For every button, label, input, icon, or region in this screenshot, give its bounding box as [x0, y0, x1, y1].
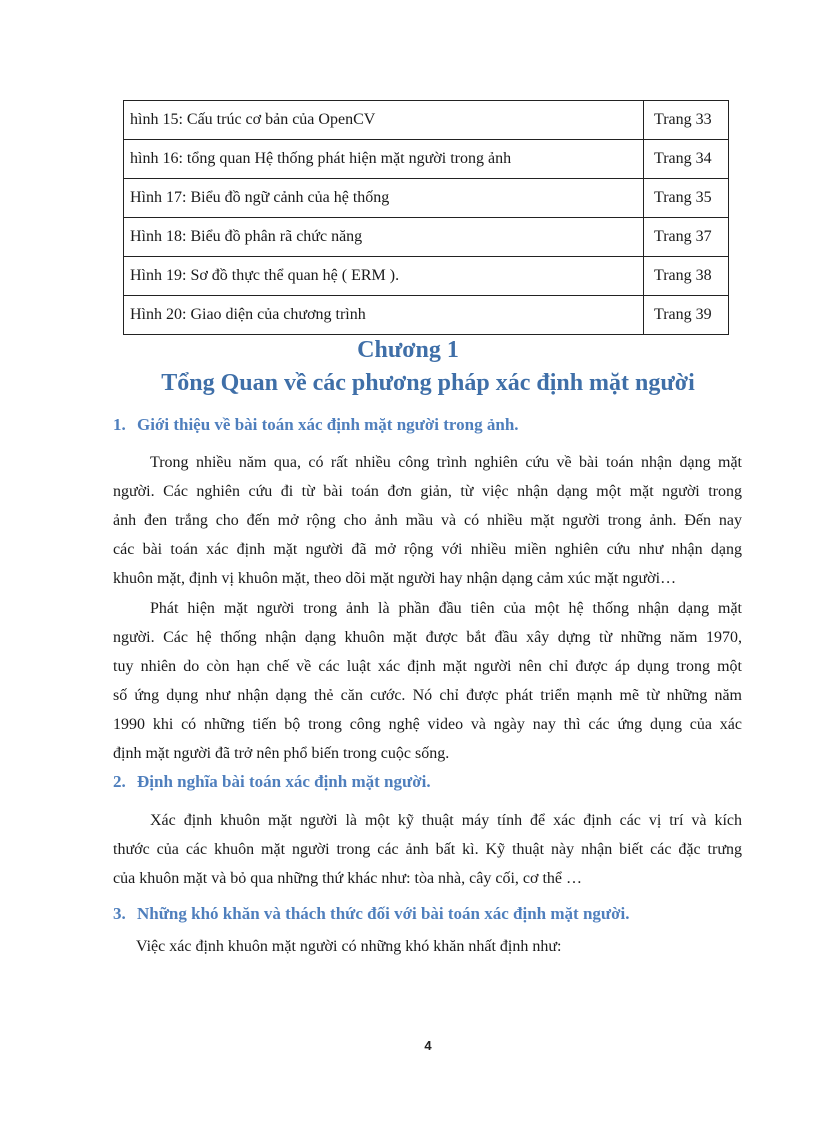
text-line: tuy nhiên do còn hạn chế về các luật xác định mặt người nên chỉ được áp dụng trong một [113, 658, 742, 675]
text-line: của khuôn mặt và bỏ qua những thứ khác như: tòa nhà, cây cối, cơ thể … [113, 870, 583, 887]
figure-page: Trang 35 [644, 179, 729, 218]
figure-caption: Hình 20: Giao diện của chương trình [124, 296, 644, 335]
section-title: Giới thiệu về bài toán xác định mặt người trong ảnh. [137, 415, 519, 434]
table-row [124, 179, 729, 218]
figure-page: Trang 38 [644, 257, 729, 296]
paragraph-definition [113, 806, 742, 893]
text-line: Phát hiện mặt người trong ảnh là phần đầu tiên của một hệ thống nhận dạng mặt [150, 600, 742, 617]
section-title: Định nghĩa bài toán xác định mặt người. [137, 772, 431, 791]
text-line: số ứng dụng như nhận dạng thẻ căn cước. Nó chỉ được phát triển mạnh mẽ từ những năm [113, 687, 742, 704]
table-row [124, 257, 729, 296]
text-line: người. Các hệ thống nhận dạng khuôn mặt được bắt đầu xây dựng từ những năm 1970, [113, 629, 742, 646]
section-number: 1. [113, 415, 126, 434]
section-heading-3 [113, 904, 630, 924]
text-line: định mặt người đã trở nên phổ biến trong cuộc sống. [113, 745, 450, 762]
section-number: 2. [113, 772, 126, 791]
chapter-title: Tổng Quan về các phương pháp xác định mặt người [161, 370, 695, 396]
figure-page: Trang 34 [644, 140, 729, 179]
table-row [124, 101, 729, 140]
chapter-number: Chương 1 [357, 337, 459, 363]
section-title: Những khó khăn và thách thức đối với bài toán xác định mặt người. [137, 904, 630, 923]
figure-caption: Hình 17: Biểu đồ ngữ cảnh của hệ thống [124, 179, 644, 218]
text-line: thước của các khuôn mặt người trong các ảnh bất kì. Kỹ thuật này nhận biết các đặc trưng [113, 841, 742, 858]
section-intro-text: Việc xác định khuôn mặt người có những khó khăn nhất định như: [136, 938, 562, 955]
text-line: khuôn mặt, định vị khuôn mặt, theo dõi mặt người hay nhận dạng cảm xúc mặt người… [113, 570, 677, 587]
text-line: 1990 khi có những tiến bộ trong công nghệ video và ngày nay thì các ứng dụng của xác [113, 716, 742, 733]
section-number: 3. [113, 904, 126, 923]
figure-caption: hình 16: tổng quan Hệ thống phát hiện mặt người trong ảnh [124, 140, 644, 179]
table-row [124, 218, 729, 257]
text-line: người. Các nghiên cứu đi từ bài toán đơn giản, từ việc nhận dạng một mặt người trong [113, 483, 742, 500]
table-row [124, 140, 729, 179]
page-number: 4 [424, 1038, 432, 1053]
figure-caption: hình 15: Cấu trúc cơ bản của OpenCV [124, 101, 644, 140]
text-line: Trong nhiều năm qua, có rất nhiều công trình nghiên cứu về bài toán nhận dạng mặt [150, 454, 742, 471]
text-line: các bài toán xác định mặt người đã mở rộng với nhiều miền nghiên cứu như nhận dạng [113, 541, 742, 558]
paragraph-history [113, 594, 742, 768]
paragraph-intro [113, 448, 742, 593]
figure-page: Trang 33 [644, 101, 729, 140]
table-row [124, 296, 729, 335]
text-line: Xác định khuôn mặt người là một kỹ thuật máy tính để xác định các vị trí và kích [150, 812, 742, 829]
figure-caption: Hình 19: Sơ đồ thực thể quan hệ ( ERM ). [124, 257, 644, 296]
figure-page: Trang 37 [644, 218, 729, 257]
text-line: ảnh đen trắng cho đến mở rộng cho ảnh mầu và có nhiều mặt người trong ảnh. Đến nay [113, 512, 742, 529]
figure-list-table [123, 100, 729, 335]
section-heading-2 [113, 772, 431, 792]
section-heading-1 [113, 415, 519, 435]
figure-page: Trang 39 [644, 296, 729, 335]
figure-caption: Hình 18: Biểu đồ phân rã chức năng [124, 218, 644, 257]
